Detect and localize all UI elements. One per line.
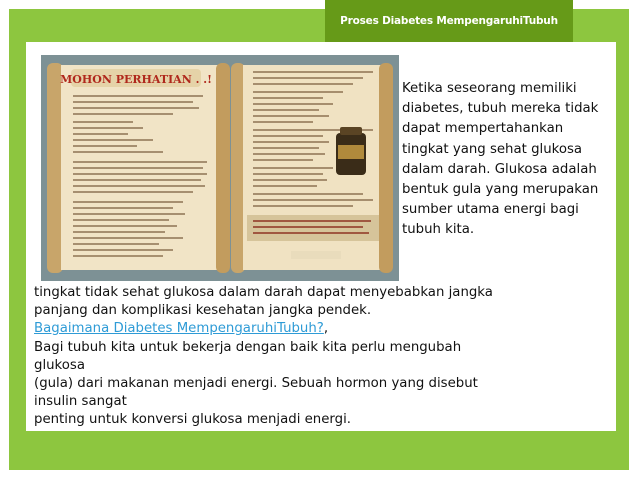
scroll-heading: MOHON PERHATIAN . .! (60, 73, 212, 86)
right-scroll-graphic (231, 63, 393, 273)
bottom-accent-band (9, 431, 629, 470)
body-line: insulin sangat (34, 394, 127, 410)
body-line: Bagi tubuh kita untuk bekerja dengan baik kita perlu mengubah (34, 339, 462, 355)
body-line: panjang dan komplikasi kesehatan jangka pendek. (34, 303, 372, 319)
link-suffix: , (323, 321, 329, 337)
body-line: penting untuk konversi glukosa menjadi energi. (34, 412, 352, 428)
body-line: (gula) dari makanan menjadi energi. Sebuah hormon yang disebut (34, 376, 478, 392)
side-paragraph: Ketika seseorang memiliki diabetes, tubuh mereka tidak dapat mempertahankan tingkat yang sehat glukosa dalam darah. Glukosa adalah bentuk gula yang merupakan sumber utama energi bagi tubuh kita. (402, 81, 599, 238)
slide-title: Proses Diabetes MempengaruhiTubuh (340, 15, 558, 27)
body-line: tingkat tidak sehat glukosa dalam darah dapat menyebabkan jangka (34, 285, 493, 300)
body-line: glukosa (34, 357, 85, 373)
scroll-flyer-image (41, 55, 399, 281)
body-text (34, 284, 614, 430)
left-accent-bar (9, 42, 26, 431)
diabetes-article-link[interactable]: Bagaimana Diabetes MempengaruhiTubuh? (34, 321, 324, 337)
left-scroll-graphic (47, 63, 230, 273)
right-accent-bar (616, 42, 629, 431)
body-line (34, 320, 614, 338)
title-tab (325, 0, 573, 42)
